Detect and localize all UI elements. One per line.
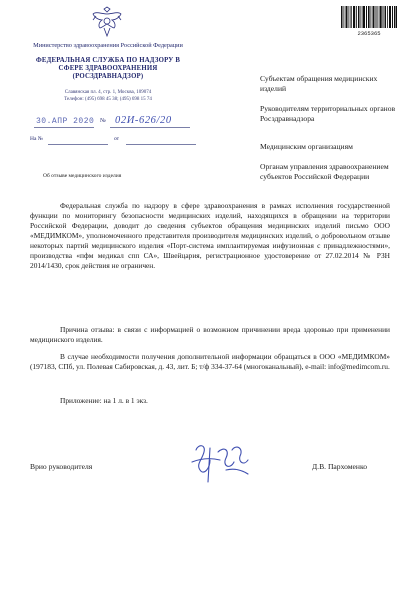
- signer-name: Д.В. Пархоменко: [312, 462, 368, 471]
- recipient-4: Органам управления здравоохранением субъектов Российской Федерации: [260, 162, 389, 182]
- barcode-number: 2365365: [357, 30, 381, 37]
- body-paragraph-2: Причина отзыва: в связи с информацией о возможном причинении вреда здоровью при применении медицинского изделия.: [30, 325, 390, 345]
- recipient-3: Медицинским организациям: [260, 142, 353, 151]
- handwritten-outgoing-number: 02И-626/20: [115, 115, 172, 126]
- body-paragraph-4: Приложение: на 1 л. в 1 экз.: [60, 396, 148, 405]
- handwritten-signature-icon: [188, 440, 254, 486]
- na-label: На №: [30, 136, 44, 142]
- body-paragraph-3: В случае необходимости получения дополнительной информации обращаться в ООО «МЕДИМКОМ» (197183, СПб, ул. Полевая Сабировская, д. 43, лит. Б; т/ф 334-37-64 (многоканальный), e-mail: info@medimcom.ru.: [30, 352, 390, 372]
- reference-line: [30, 136, 200, 146]
- number-underline: [110, 127, 190, 128]
- ministry-name: Министерство здравоохранения Российской Федерации: [33, 42, 183, 49]
- service-name: ФЕДЕРАЛЬНАЯ СЛУЖБА ПО НАДЗОРУ В СФЕРЕ ЗДРАВООХРАНЕНИЯ (РОСЗДРАВНАДЗОР): [35, 57, 181, 81]
- registration-line: [30, 117, 190, 131]
- na-underline: [48, 144, 108, 145]
- ot-label: от: [114, 136, 120, 142]
- ot-underline: [126, 144, 196, 145]
- barcode-icon: [341, 6, 397, 28]
- recipient-2: Руководителям территориальных органов Росздравнадзора: [260, 104, 396, 124]
- body-paragraph-1: Федеральная служба по надзору в сфере здравоохранения в рамках исполнения государственной функции по мониторингу безопасности медицинских изделий, находящихся в обращении на территории Российской Федерации, доводит до сведения субъектов обращения медицинских изделий письмо ООО «МЕДИМКОМ», уполномоченного представителя производителя медицинских изделий, о добровольном отзыве некоторых партий медицинского изделия «Порт-система имплантируемая инфузионная с принадлежностями», производства «пфм медикал спп СА», Швейцария, регистрационное удостоверение от 27.02.2014 № РЗН 2014/1430, срок действия не ограничен.: [30, 201, 390, 271]
- date-underline: [34, 127, 94, 128]
- address-block: [28, 90, 188, 104]
- address-line: Славянская пл. 4, стр. 1, Москва, 109074: [64, 90, 152, 95]
- recipient-1: Субъектам обращения медицинских изделий: [260, 74, 378, 94]
- number-label: №: [100, 118, 106, 124]
- signer-title: Врио руководителя: [30, 462, 93, 471]
- phone-line: Телефон: (495) 698 45 38; (495) 698 15 74: [64, 96, 152, 102]
- date-stamp: 30.АПР 2020: [36, 117, 95, 126]
- subject-line: Об отзыве медицинского изделия: [43, 173, 122, 179]
- coat-of-arms-emblem-icon: [90, 6, 124, 40]
